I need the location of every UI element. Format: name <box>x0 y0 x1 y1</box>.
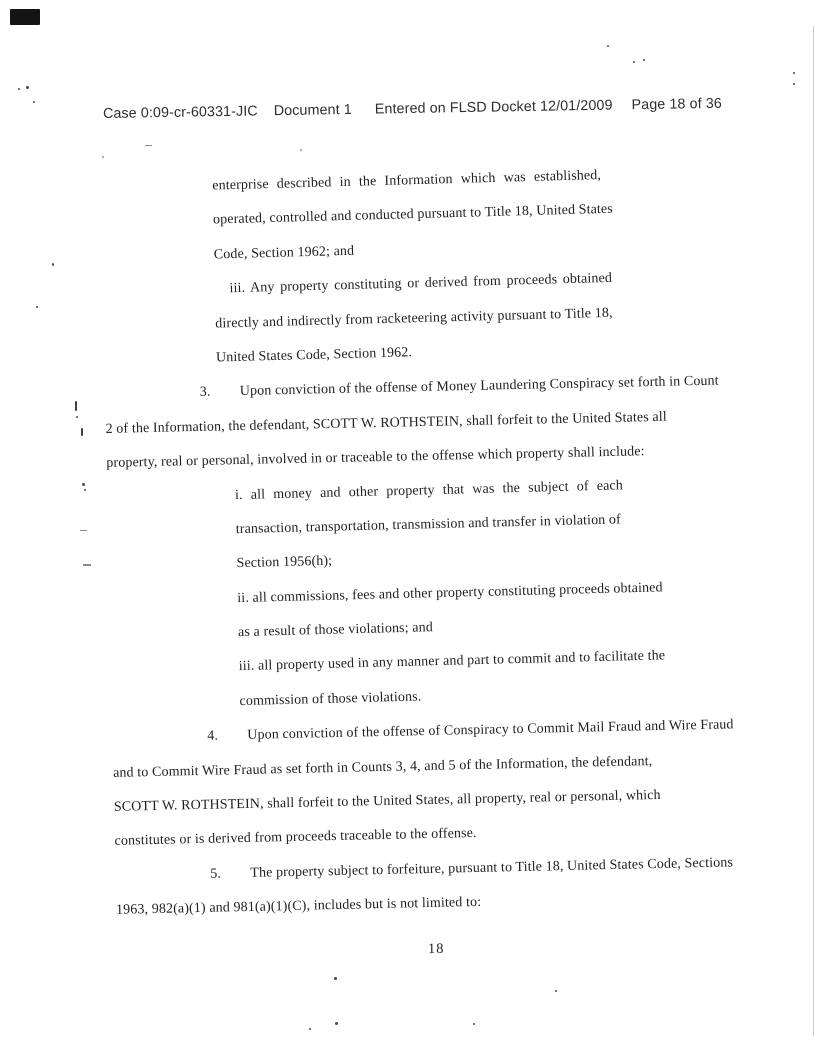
document-line: enterprise described in the Information which was established, <box>212 168 602 194</box>
document-line: operated, controlled and conducted pursuant to Title 18, United States <box>212 202 614 228</box>
scan-speck: ' <box>300 147 302 159</box>
document-line: directly and indirectly from racketeering activity pursuant to Title 18, <box>215 305 613 332</box>
paragraph-text: The property subject to forfeiture, pursuant to Title 18, United States Code, Sections <box>250 855 734 881</box>
paragraph-number: 5. <box>210 866 222 882</box>
paragraph-text: Upon conviction of the offense of Money Laundering Conspiracy set forth in Count <box>239 373 719 400</box>
document-body <box>100 154 786 928</box>
scan-speck <box>83 564 91 566</box>
scan-speck <box>643 59 645 61</box>
scan-speck <box>633 61 635 63</box>
docket-entry-date: Entered on FLSD Docket 12/01/2009 <box>374 97 613 118</box>
case-number: Case 0:09-cr-60331-JIC <box>102 103 258 122</box>
scan-speck <box>52 263 54 266</box>
scan-edge-line <box>813 26 814 1036</box>
scan-speck <box>75 401 77 411</box>
document-line: ii. all commissions, fees and other property constituting proceeds obtained <box>237 580 663 606</box>
scan-speck <box>26 86 29 89</box>
paragraph-number: 3. <box>199 384 211 401</box>
document-line: as a result of those violations; and <box>237 620 434 641</box>
document-line: transaction, transportation, transmission and transfer in violation of <box>235 512 622 538</box>
scan-speck <box>18 88 20 90</box>
page-indicator: Page 18 of 36 <box>631 95 723 114</box>
paragraph-number: 4. <box>207 728 219 745</box>
document-line: constitutes or is derived from proceeds traceable to the offense. <box>114 826 477 850</box>
scan-speck <box>84 489 86 491</box>
document-line: United States Code, Section 1962. <box>215 345 413 366</box>
scan-speck <box>473 1023 475 1025</box>
scan-speck <box>36 306 38 308</box>
scan-speck <box>555 990 557 992</box>
scan-speck <box>607 45 609 47</box>
scan-speck <box>82 483 85 486</box>
scan-speck <box>309 1028 311 1030</box>
document-number: Document 1 <box>273 101 352 120</box>
paragraph-text: Upon conviction of the offense of Conspiracy to Commit Mail Fraud and Wire Fraud <box>247 717 734 744</box>
document-line: iii. Any property constituting or derived from proceeds obtained <box>229 271 613 297</box>
document-line: Section 1956(h); <box>236 553 333 572</box>
document-line: and to Commit Wire Fraud as set forth in Counts 3, 4, and 5 of the Information, the defendant, <box>112 753 653 781</box>
document-line: 1963, 982(a)(1) and 981(a)(1)(C), includes but is not limited to: <box>115 895 482 919</box>
scan-speck <box>76 416 78 418</box>
scan-speck <box>81 428 83 436</box>
scan-speck <box>793 83 795 85</box>
scan-speck: ' <box>102 154 104 166</box>
document-line: SCOTT W. ROTHSTEIN, shall forfeit to the United States, all property, real or personal, which <box>113 787 661 815</box>
scan-speck <box>793 72 795 74</box>
document-line: iii. all property used in any manner and part to commit and to facilitate the <box>238 648 666 675</box>
document-line: property, real or personal, involved in or traceable to the offense which property shall include: <box>106 444 645 472</box>
scanner-artifact-mark <box>10 9 40 25</box>
scan-speck <box>33 101 35 103</box>
ecf-stamp-header <box>103 95 783 122</box>
scan-speck <box>80 530 87 531</box>
document-line: 2 of the Information, the defendant, SCOTT W. ROTHSTEIN, shall forfeit to the United States all <box>105 409 667 437</box>
document-line: commission of those violations. <box>239 689 422 709</box>
scan-speck <box>334 977 337 980</box>
scan-speck <box>335 1022 338 1025</box>
page-number: 18 <box>427 940 445 958</box>
document-line: i. all money and other property that was the subject of each <box>234 477 624 503</box>
scan-speck <box>145 145 152 146</box>
document-line: Code, Section 1962; and <box>213 243 355 263</box>
